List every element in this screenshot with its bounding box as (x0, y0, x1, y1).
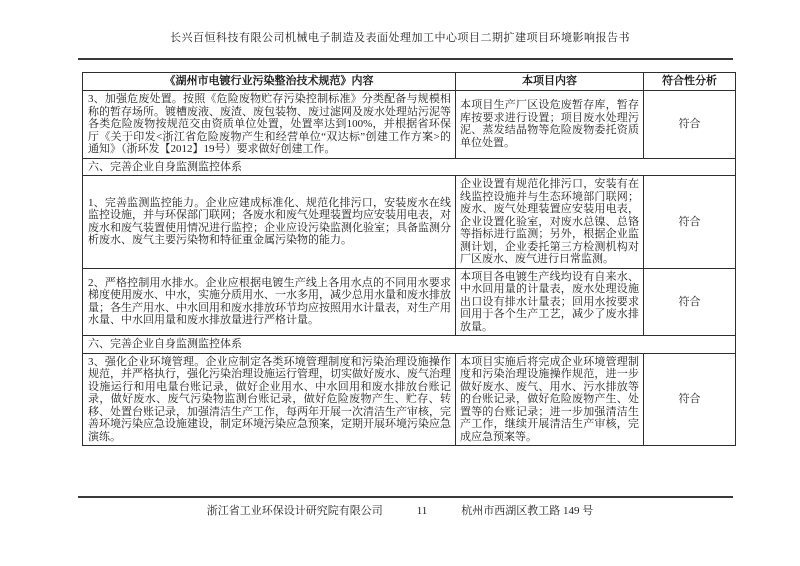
section-row (83, 158, 736, 176)
column-header-project: 本项目内容 (456, 73, 644, 91)
requirement-cell: 3、强化企业环境管理。企业应制定各类环境管理制度和污染治理设施操作规范，并严格执行，强化污染治理设施运行管理，切实做好废水、废气治理设施运行和用电量台账记录，做好企业用水、中水回用和废水排放台账记录，做好废水、废气污染物监测台账记录，做好危险废物产生、贮存、转移、处置台账记录，加强清洁生产工作，每两年开展一次清洁生产审核，完善环境污染应急设施建设，制定环境污染应急预案，定期开展环境污染应急演练。 (83, 353, 456, 446)
footer-company: 浙江省工业环保设计研究院有限公司 (206, 505, 383, 517)
compliance-cell: 符合 (644, 268, 736, 336)
project-cell: 本项目生产厂区设危废暂存库，暂存库按要求进行设置；项目废水处理污泥、蒸发结晶物等危险废物委托资质单位处置。 (456, 91, 644, 159)
header-divider (78, 58, 733, 60)
compliance-cell: 符合 (644, 91, 736, 159)
section-title: 六、完善企业自身监测监控体系 (83, 336, 736, 354)
compliance-table (82, 72, 736, 446)
project-cell: 企业设置有规范化排污口，安装有在线监控设施并与生态环境部门联网；废水、废气处理装置应安装用电表，企业设置化验室，对废水总镍、总铬等指标进行监测；另外，根据企业监测计划，企业委托第三方检测机构对厂区废水、废气进行日常监测。 (456, 176, 644, 269)
compliance-cell: 符合 (644, 176, 736, 269)
project-cell: 本项目各电镀生产线均设有自来水、中水回用量的计量表，废水处理设施出口设有排水计量表；回用水按要求回用于各个生产工艺，减少了废水排放量。 (456, 268, 644, 336)
requirement-cell: 3、加强危废处置。按照《危险废物贮存污染控制标准》分类配备与规模相称的暂存场所。镀槽废液、废渣、废包装物、废过滤网及废水处理站污泥等各类危险废物按规范交由资质单位处置，处置率达到100%，并根据省环保厅《关于印发<浙江省危险废物产生和经营单位“双达标”创建工作方案>的通知》（浙环发【2012】19号）要求做好创建工作。 (83, 91, 456, 159)
table-row (83, 91, 736, 159)
column-header-regulation: 《湖州市电镀行业污染整治技术规范》内容 (83, 73, 456, 91)
footer-page-number: 11 (416, 505, 428, 517)
page-header-title: 长兴百恒科技有限公司机械电子制造及表面处理加工中心项目二期扩建项目环境影响报告书 (170, 32, 630, 44)
section-row (83, 336, 736, 354)
page-footer (0, 502, 800, 518)
table-row (83, 268, 736, 336)
table-header-row (83, 73, 736, 91)
compliance-cell: 符合 (644, 353, 736, 446)
requirement-cell: 1、完善监测监控能力。企业应建成标准化、规范化排污口，安装废水在线监控设施，并与环保部门联网；各废水和废气处理装置均应安装用电表，对废水和废气装置使用情况进行监控；企业应设污染监测化验室；具备监测分析废水、废气主要污染物和特征重金属污染物的能力。 (83, 176, 456, 269)
table-row (83, 353, 736, 446)
footer-address: 杭州市西湖区教工路 149 号 (461, 505, 594, 517)
project-cell: 本项目实施后将完成企业环境管理制度和污染治理设施操作规范，进一步做好废水、废气、用水、污水排放等的台账记录，做好危险废物产生、处置等的台账记录；进一步加强清洁生产工作，继续开展清洁生产审核，完成应急预案等。 (456, 353, 644, 446)
footer-divider (78, 496, 733, 498)
table-row (83, 176, 736, 269)
section-title: 六、完善企业自身监测监控体系 (83, 158, 736, 176)
requirement-cell: 2、严格控制用水排水。企业应根据电镀生产线上各用水点的不同用水要求梯度使用废水、中水，实施分质用水、一水多用，减少总用水量和废水排放量；各生产用水、中水回用和废水排放环节均应按照用水计量表，对生产用水量、中水回用量和废水排放量进行严格计量。 (83, 268, 456, 336)
column-header-compliance: 符合性分析 (644, 73, 736, 91)
